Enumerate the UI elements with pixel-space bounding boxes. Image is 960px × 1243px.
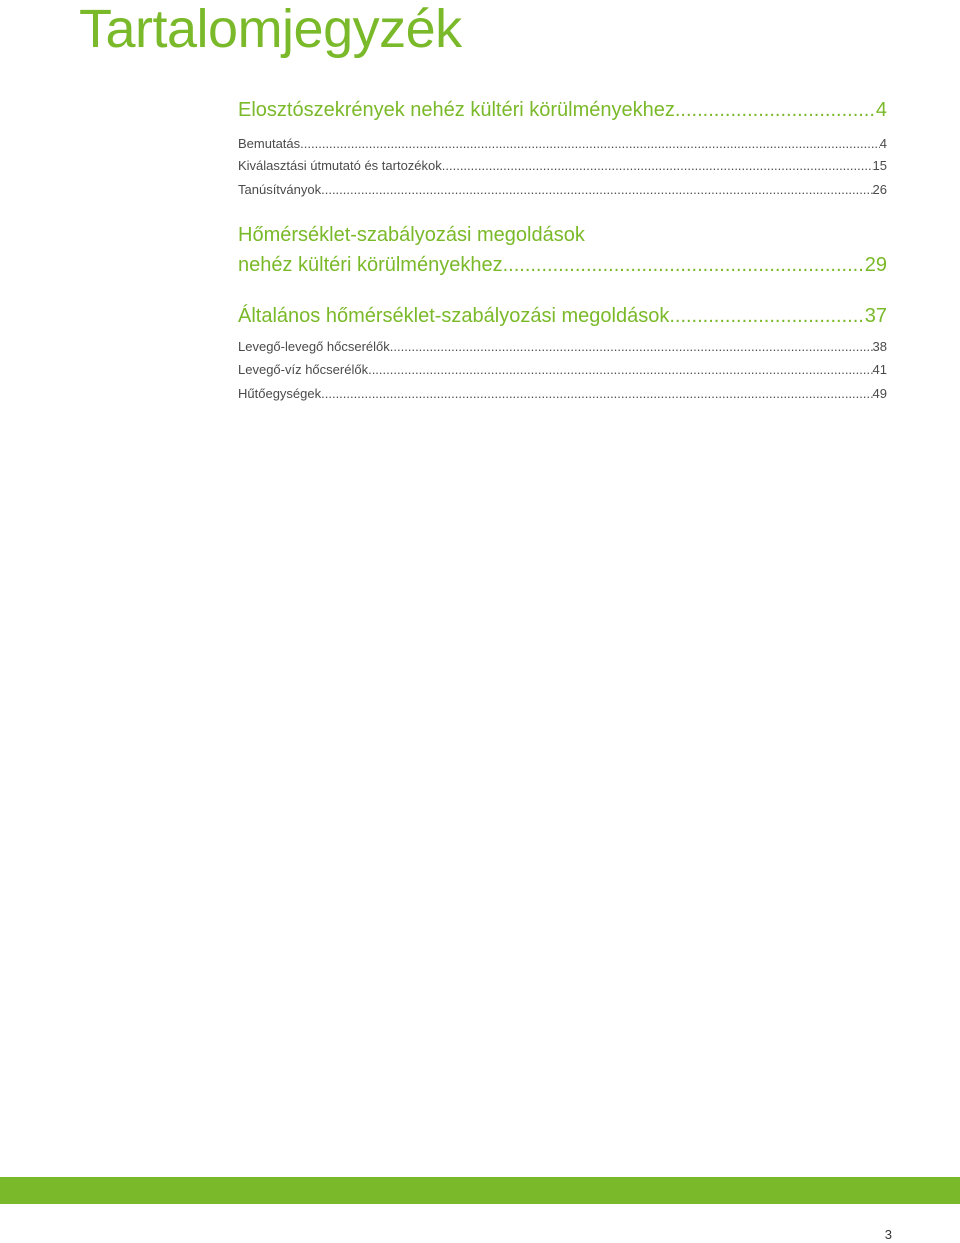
toc-entry-label: Levegő-levegő hőcserélők <box>238 339 390 354</box>
footer-bar <box>0 1177 960 1204</box>
toc-entry-page: 29 <box>864 254 887 276</box>
dot-leader <box>442 158 873 174</box>
toc-entry-page: 41 <box>872 362 887 377</box>
page-title: Tartalomjegyzék <box>79 0 462 59</box>
dot-leader <box>321 386 872 402</box>
toc-entry-section-3[interactable] <box>238 304 887 328</box>
toc-entry-page: 15 <box>872 158 887 173</box>
toc-entry-tanusitvanyok[interactable] <box>238 182 887 198</box>
dot-leader <box>390 339 873 355</box>
toc-entry-kivalasztasi-utmutato[interactable] <box>238 158 887 174</box>
dot-leader <box>675 98 876 122</box>
toc-entry-label: nehéz kültéri körülményekhez <box>238 254 503 276</box>
toc-entry-section-2-line-1[interactable]: Hőmérséklet-szabályozási megoldások <box>238 224 585 246</box>
toc-entry-label: Tanúsítványok <box>238 182 322 197</box>
toc-entry-section-2[interactable] <box>238 253 887 277</box>
toc-entry-page: 38 <box>872 339 887 354</box>
toc-entry-page: 26 <box>872 182 887 197</box>
page-number: 3 <box>884 1227 892 1242</box>
toc-entry-hutoegysegek[interactable] <box>238 386 887 402</box>
toc-entry-label: Levegő-víz hőcserélők <box>238 362 369 377</box>
dot-leader <box>368 362 872 378</box>
toc-entry-page: 49 <box>872 386 887 401</box>
dot-leader <box>503 253 865 277</box>
toc-entry-label: Kiválasztási útmutató és tartozékok <box>238 158 442 173</box>
toc-entry-label: Hűtőegységek <box>238 386 322 401</box>
toc-entry-section-1[interactable] <box>238 98 887 122</box>
toc-entry-page: 4 <box>875 99 887 121</box>
toc-entry-label: Bemutatás <box>238 136 301 151</box>
toc-entry-levego-levego[interactable] <box>238 339 887 355</box>
dot-leader <box>300 136 880 152</box>
toc-entry-page: 37 <box>864 305 887 327</box>
toc-entry-label: Elosztószekrények nehéz kültéri körülményekhez <box>238 99 675 121</box>
dot-leader <box>669 304 864 328</box>
toc-entry-bemutatas[interactable] <box>238 136 887 152</box>
dot-leader <box>321 182 872 198</box>
toc-entry-label: Általános hőmérséklet-szabályozási megoldások <box>238 305 670 327</box>
toc-entry-page: 4 <box>879 136 887 151</box>
toc-entry-levego-viz[interactable] <box>238 362 887 378</box>
